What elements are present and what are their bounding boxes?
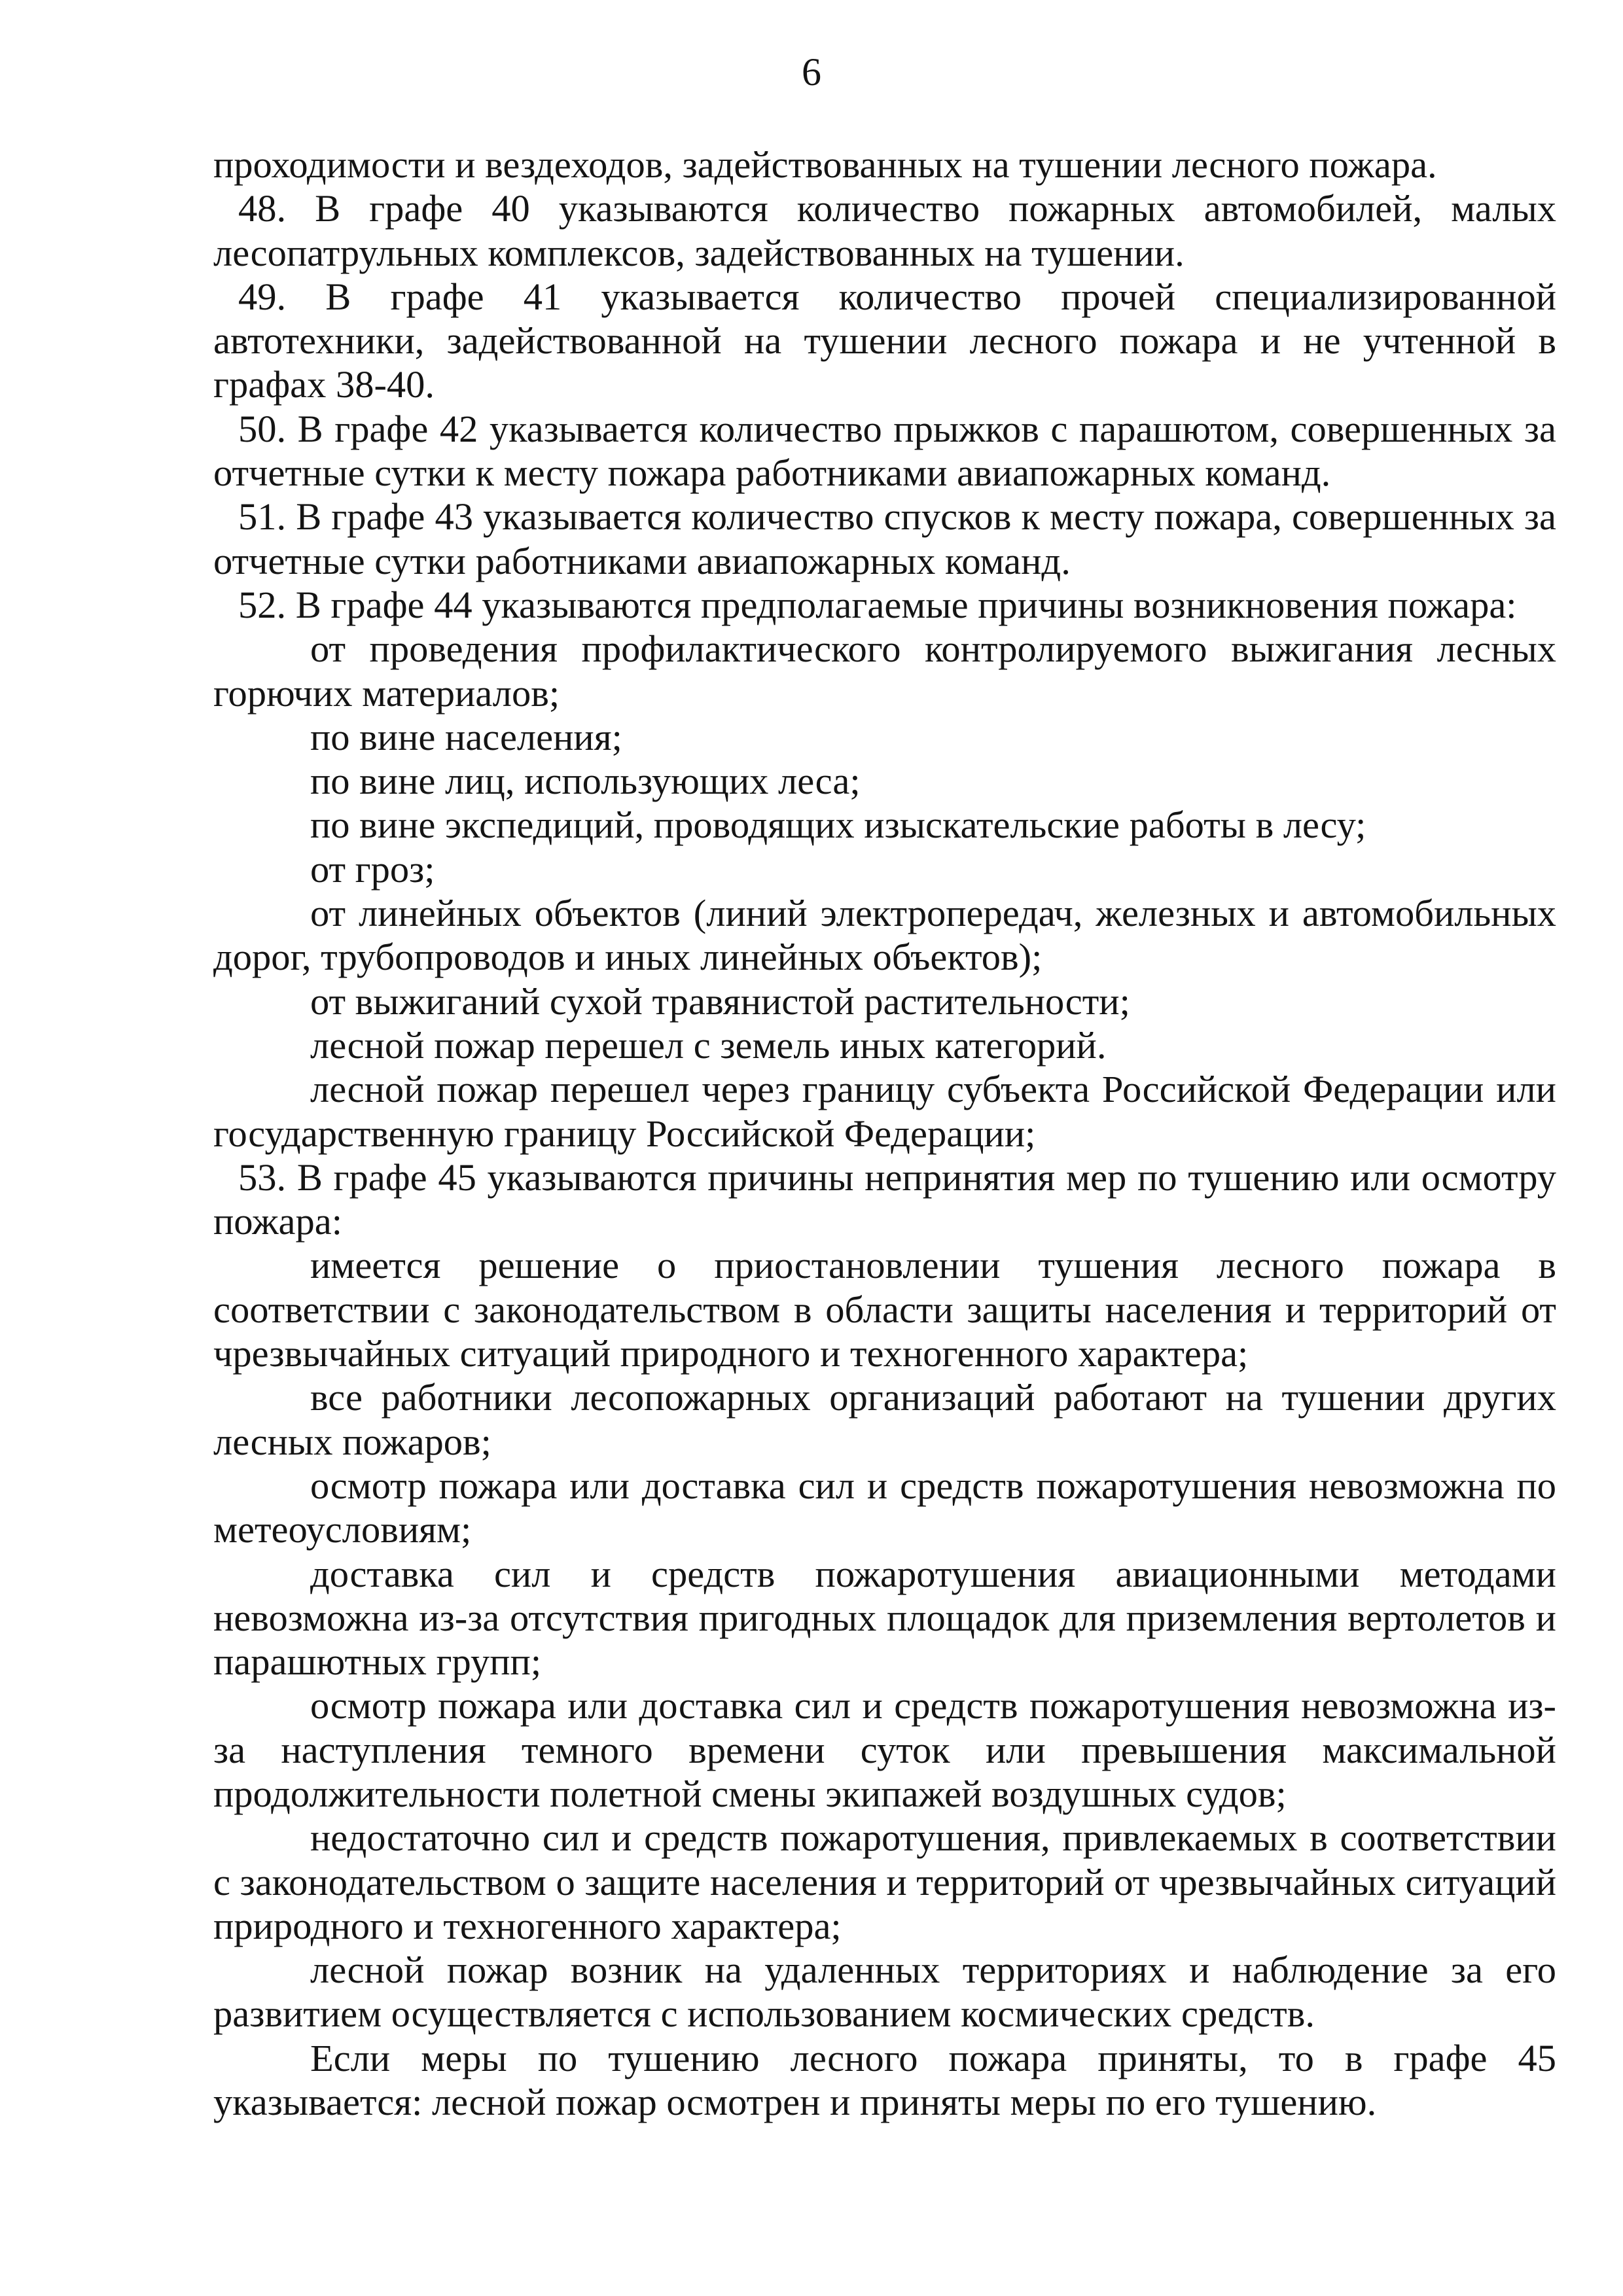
paragraph: по вине экспедиций, проводящих изыскательские работы в лесу; bbox=[310, 804, 1366, 847]
paragraph: осмотр пожара или доставка сил и средств пожаротушения невозможна из-за наступления темного времени суток или превышения максимальной продолжительности полетной смены экипажей воздушных судов; bbox=[213, 1684, 1556, 1815]
paragraph: от гроз; bbox=[310, 847, 435, 891]
paragraph: 50. В графе 42 указывается количество прыжков с парашютом, совершенных за отчетные сутки к месту пожара работниками авиапожарных команд. bbox=[213, 407, 1556, 495]
paragraph: лесной пожар возник на удаленных территориях и наблюдение за его развитием осуществляется с использованием космических средств. bbox=[213, 1949, 1556, 2036]
paragraph: 53. В графе 45 указываются причины непринятия мер по тушению или осмотру пожара: bbox=[213, 1156, 1556, 1243]
paragraph: 52. В графе 44 указываются предполагаемые причины возникновения пожара: bbox=[238, 583, 1517, 626]
paragraph: от выжиганий сухой травянистой растительности; bbox=[310, 980, 1130, 1023]
paragraph: доставка сил и средств пожаротушения авиационными методами невозможна из-за отсутствия пригодных площадок для приземления вертолетов и парашютных групп; bbox=[213, 1552, 1556, 1684]
paragraph: осмотр пожара или доставка сил и средств пожаротушения невозможна по метеоусловиям; bbox=[213, 1464, 1556, 1551]
paragraph: 48. В графе 40 указываются количество пожарных автомобилей, малых лесопатрульных комплексов, задействованных на тушении. bbox=[213, 187, 1556, 274]
paragraph: 49. В графе 41 указывается количество прочей специализированной автотехники, задействованной на тушении лесного пожара и не учтенной в графах 38-40. bbox=[213, 275, 1556, 406]
paragraph: 51. В графе 43 указывается количество спусков к месту пожара, совершенных за отчетные сутки работниками авиапожарных команд. bbox=[213, 495, 1556, 582]
paragraph: от линейных объектов (линий электропередач, железных и автомобильных дорог, трубопроводов и иных линейных объектов); bbox=[213, 892, 1556, 979]
paragraph: проходимости и вездеходов, задействованных на тушении лесного пожара. bbox=[213, 143, 1437, 186]
paragraph: имеется решение о приостановлении тушения лесного пожара в соответствии с законодательством в области защиты населения и территорий от чрезвычайных ситуаций природного и техногенного характера; bbox=[213, 1244, 1556, 1375]
paragraph: по вине лиц, использующих леса; bbox=[310, 760, 861, 803]
paragraph: лесной пожар перешел через границу субъекта Российской Федерации или государственную границу Российской Федерации; bbox=[213, 1068, 1556, 1155]
document-body bbox=[213, 143, 1556, 2124]
paragraph: по вине населения; bbox=[310, 715, 622, 758]
paragraph: недостаточно сил и средств пожаротушения, привлекаемых в соответствии с законодательством о защите населения и территорий от чрезвычайных ситуаций природного и техногенного характера; bbox=[213, 1816, 1556, 1947]
paragraph: от проведения профилактического контролируемого выжигания лесных горючих материалов; bbox=[213, 627, 1556, 715]
paragraph: Если меры по тушению лесного пожара приняты, то в графе 45 указывается: лесной пожар осмотрен и приняты меры по его тушению. bbox=[213, 2036, 1556, 2124]
paragraph: лесной пожар перешел с земель иных категорий. bbox=[310, 1023, 1107, 1067]
page-number: 6 bbox=[802, 50, 821, 94]
paragraph: все работники лесопожарных организаций работают на тушении других лесных пожаров; bbox=[213, 1376, 1556, 1463]
